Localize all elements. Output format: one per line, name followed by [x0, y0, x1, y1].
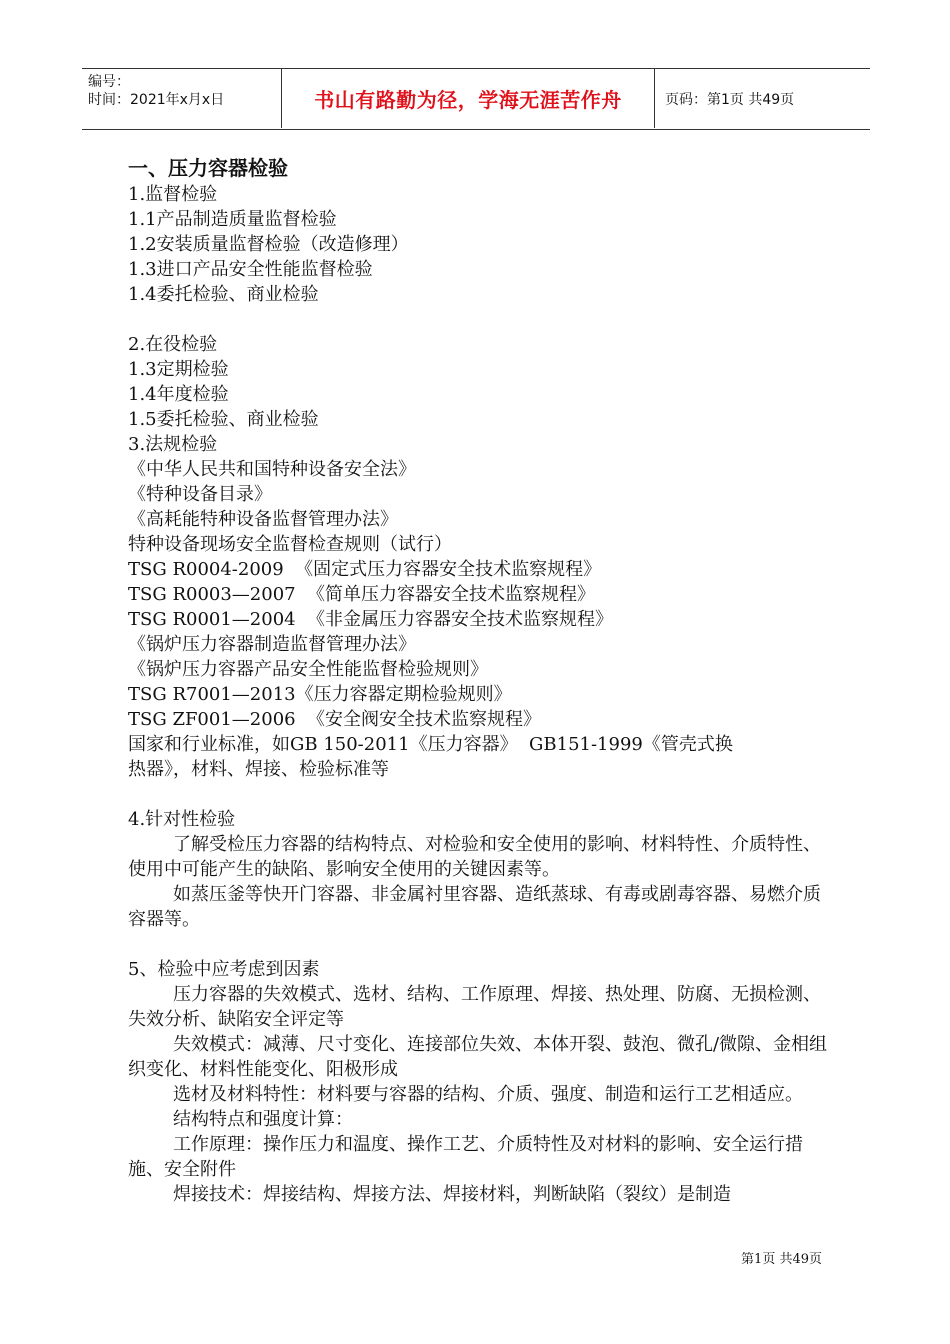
regulation-line: 《特种设备目录》: [128, 484, 272, 505]
regulation-line: 特种设备现场安全监督检查规则（试行）: [128, 534, 452, 555]
paragraph: 失效模式：减薄、尺寸变化、连接部位失效、本体开裂、鼓泡、微孔/微隙、金相组织变化、材料性能变化、阳极形成: [128, 1034, 828, 1080]
regulation-line: TSG ZF001—2006 《安全阀安全技术监察规程》: [128, 709, 542, 730]
blank-line: [128, 932, 828, 957]
regulation-line: 《中华人民共和国特种设备安全法》: [128, 459, 416, 480]
text-line: 1.4年度检验: [128, 384, 229, 405]
paragraph: 如蒸压釜等快开门容器、非金属衬里容器、造纸蒸球、有毒或剧毒容器、易燃介质容器等。: [128, 884, 821, 930]
document-date: 时间：2021年x月x日: [88, 92, 225, 108]
paragraph: 压力容器的失效模式、选材、结构、工作原理、焊接、热处理、防腐、无损检测、失效分析、缺陷安全评定等: [128, 984, 821, 1030]
document-number-label: 编号：: [88, 74, 130, 90]
document-body: [128, 154, 828, 1207]
header-page-cell: [655, 69, 870, 128]
paragraph: 选材及材料特性：材料要与容器的结构、介质、强度、制造和运行工艺相适应。: [173, 1084, 803, 1105]
header-info-cell: [82, 69, 282, 128]
regulation-line: TSG R7001—2013《压力容器定期检验规则》: [128, 684, 512, 705]
regulation-line: 《锅炉压力容器产品安全性能监督检验规则》: [128, 659, 488, 680]
paragraph: 焊接技术：焊接结构、焊接方法、焊接材料，判断缺陷（裂纹）是制造: [173, 1184, 731, 1205]
text-line: 1.4委托检验、商业检验: [128, 284, 319, 305]
text-line: 1.1产品制造质量监督检验: [128, 209, 337, 230]
header-motto-cell: [282, 69, 655, 128]
blank-line: [128, 782, 828, 807]
text-line: 2.在役检验: [128, 334, 218, 355]
regulation-line: TSG R0004-2009 《固定式压力容器安全技术监察规程》: [128, 559, 602, 580]
text-line: 1.2安装质量监督检验（改造修理）: [128, 234, 409, 255]
text-line: 1.3定期检验: [128, 359, 229, 380]
page-header: [82, 68, 870, 130]
regulation-line: 国家和行业标准，如GB 150-2011《压力容器》 GB151-1999《管壳式换: [128, 734, 733, 755]
blank-line: [128, 307, 828, 332]
paragraph: 结构特点和强度计算：: [173, 1109, 353, 1130]
regulation-line: 热器》，材料、焊接、检验标准等: [128, 759, 389, 780]
text-line: 3.法规检验: [128, 434, 218, 455]
paragraph: 工作原理：操作压力和温度、操作工艺、介质特性及对材料的影响、安全运行措施、安全附件: [128, 1134, 803, 1180]
header-page-code: 页码：第1页 共49页: [665, 91, 795, 108]
text-line: 1.5委托检验、商业检验: [128, 409, 319, 430]
header-motto: 书山有路勤为径，学海无涯苦作舟: [314, 88, 622, 112]
regulation-line: 《锅炉压力容器制造监督管理办法》: [128, 634, 416, 655]
regulation-line: TSG R0003—2007 《简单压力容器安全技术监察规程》: [128, 584, 596, 605]
text-line: 1.监督检验: [128, 184, 218, 205]
section-5-title: 5、检验中应考虑到因素: [128, 959, 320, 980]
paragraph: 了解受检压力容器的结构特点、对检验和安全使用的影响、材料特性、介质特性、使用中可能产生的缺陷、影响安全使用的关键因素等。: [128, 834, 821, 880]
section-4-title: 4.针对性检验: [128, 809, 236, 830]
regulation-line: TSG R0001—2004 《非金属压力容器安全技术监察规程》: [128, 609, 614, 630]
regulation-line: 《高耗能特种设备监督管理办法》: [128, 509, 398, 530]
text-line: 1.3进口产品安全性能监督检验: [128, 259, 373, 280]
page-footer: 第1页 共49页: [741, 1252, 822, 1267]
section-heading: 一、压力容器检验: [128, 156, 288, 180]
